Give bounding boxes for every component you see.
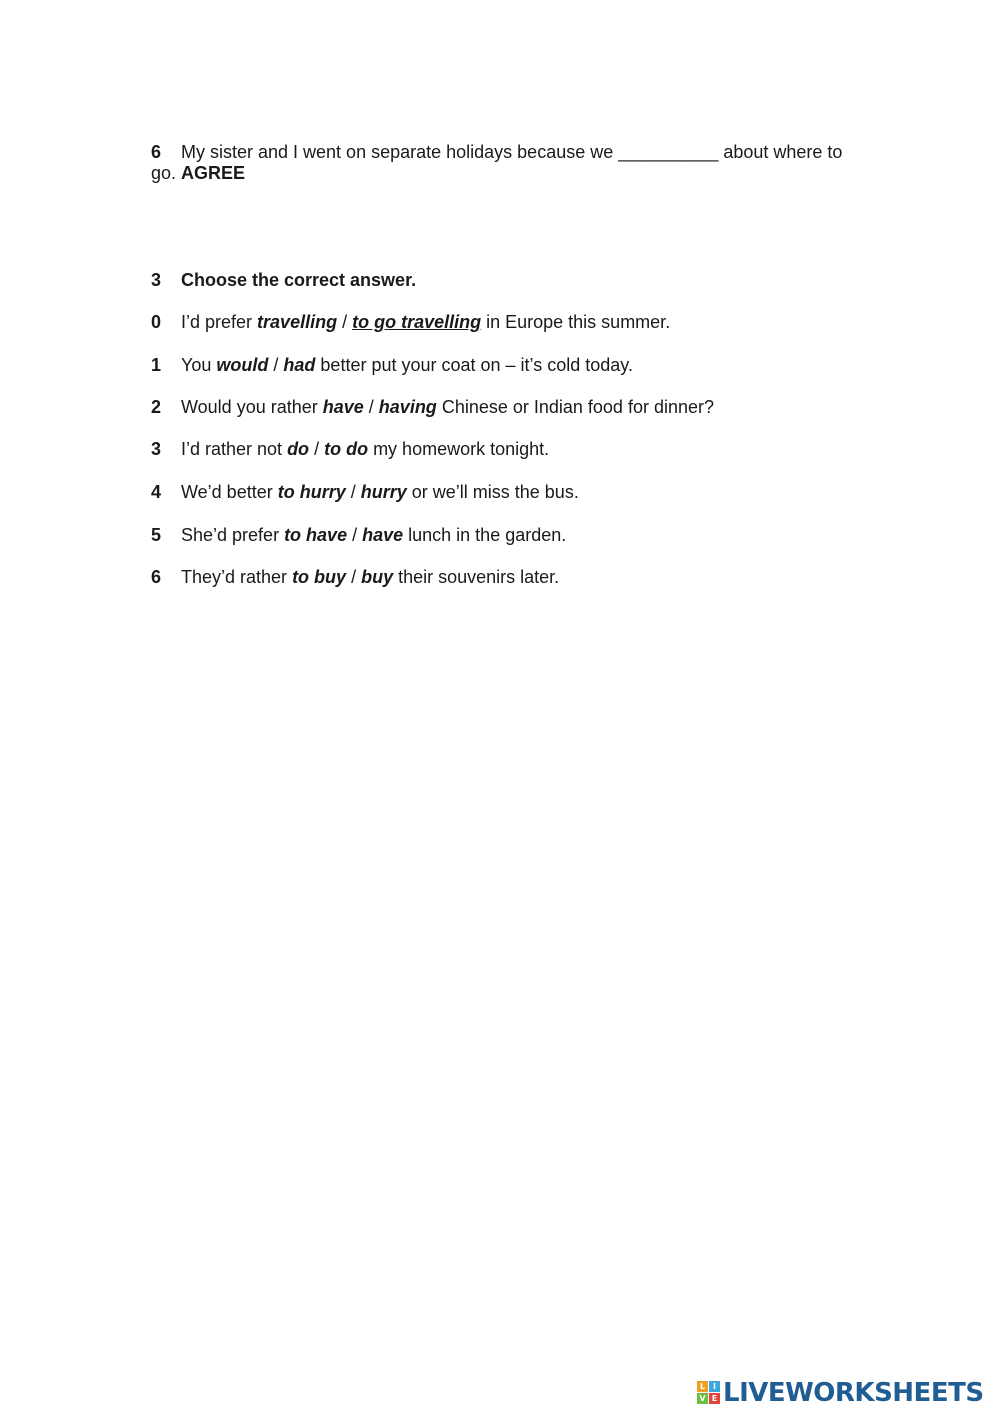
item-number: 6 <box>151 142 162 162</box>
item-text-continued: go. <box>151 163 177 183</box>
item-text-after: better put your coat on – it’s cold today. <box>315 355 633 375</box>
exercise-item <box>151 311 670 333</box>
logo-blocks-icon: L I V E <box>697 1381 721 1405</box>
option-separator: / <box>309 439 325 459</box>
item-text-after: Chinese or Indian food for dinner? <box>436 397 714 417</box>
option-b[interactable]: having <box>378 397 437 417</box>
exercise-number: 3 <box>151 270 162 290</box>
exercise-item <box>151 438 549 460</box>
option-separator: / <box>363 397 379 417</box>
item-text-after: or we’ll miss the bus. <box>406 482 579 502</box>
item-text-before: They’d rather <box>181 567 293 587</box>
prev-item-6-line2 <box>151 162 245 184</box>
item-text-before: I’d prefer <box>181 312 258 332</box>
option-b[interactable]: to do <box>324 439 369 459</box>
item-text-before: We’d better <box>181 482 278 502</box>
exercise-item <box>151 524 566 546</box>
item-text-after: in Europe this summer. <box>481 312 671 332</box>
item-number: 2 <box>151 397 162 417</box>
option-separator: / <box>337 312 353 332</box>
option-a[interactable]: to buy <box>292 567 347 587</box>
liveworksheets-logo[interactable] <box>697 1378 984 1408</box>
item-number: 1 <box>151 355 162 375</box>
option-b[interactable]: hurry <box>360 482 407 502</box>
exercise-item <box>151 481 579 503</box>
option-a[interactable]: would <box>216 355 269 375</box>
option-b-selected[interactable]: to go travelling <box>352 312 482 332</box>
exercise-item <box>151 566 559 588</box>
item-text-after: their souvenirs later. <box>393 567 560 587</box>
exercise-item <box>151 354 633 376</box>
item-number: 0 <box>151 312 162 332</box>
option-separator: / <box>345 482 361 502</box>
option-b[interactable]: have <box>362 525 404 545</box>
item-text-before: I’d rather not <box>181 439 288 459</box>
exercise-item <box>151 396 714 418</box>
item-text-before: Would you rather <box>181 397 323 417</box>
logo-text: LIVEWORKSHEETS <box>723 1378 984 1408</box>
option-a[interactable]: travelling <box>257 312 338 332</box>
option-b[interactable]: had <box>283 355 316 375</box>
keyword: AGREE <box>181 163 246 183</box>
option-a[interactable]: do <box>287 439 310 459</box>
item-text-after: my homework tonight. <box>368 439 550 459</box>
item-text: My sister and I went on separate holidays because we __________ about where to <box>181 142 843 162</box>
option-separator: / <box>347 525 363 545</box>
option-a[interactable]: have <box>322 397 364 417</box>
option-b[interactable]: buy <box>361 567 394 587</box>
item-text-after: lunch in the garden. <box>403 525 567 545</box>
item-number: 6 <box>151 567 162 587</box>
item-text-before: She’d prefer <box>181 525 285 545</box>
option-separator: / <box>268 355 284 375</box>
item-number: 5 <box>151 525 162 545</box>
item-number: 3 <box>151 439 162 459</box>
item-number: 4 <box>151 482 162 502</box>
option-a[interactable]: to have <box>284 525 348 545</box>
exercise-instruction: Choose the correct answer. <box>181 270 417 290</box>
prev-item-6-line1 <box>151 141 842 163</box>
item-text-before: You <box>181 355 217 375</box>
option-a[interactable]: to hurry <box>277 482 346 502</box>
exercise-3-heading <box>151 269 416 291</box>
option-separator: / <box>346 567 362 587</box>
